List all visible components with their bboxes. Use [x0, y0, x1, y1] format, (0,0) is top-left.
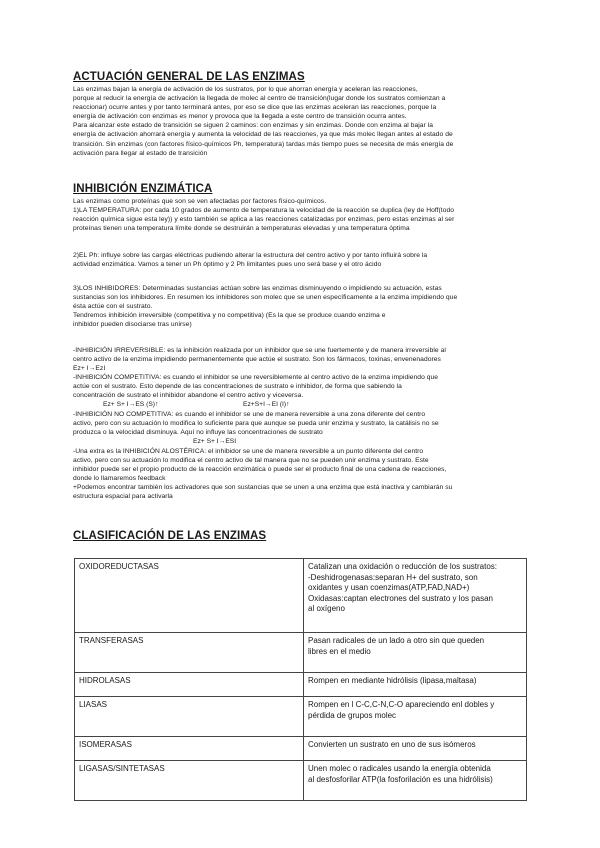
text-line: proteínas tienen una temperatura límite donde se destruirán a temperaturas elevadas y una temperatura óptima [73, 225, 410, 233]
text-line: activo, pero con su actuación lo modifica el centro activo de tal manera que no se pueden unir enzima y sustrato. Este [73, 457, 429, 465]
description-line: Convierten un sustrato en uno de sus isómeros [308, 740, 476, 749]
text-line: porque al reducir la energía de activación la llegada de molec al centro de transición(lugar donde los sustratos comienzan a [73, 95, 446, 103]
enzyme-class-name: ISOMERASAS [75, 737, 304, 761]
text-line: reacción química sigue esta ley)) y esto también se aplica a las reacciones catalizadas por enzimas, pero estas enzimas al ser [73, 216, 455, 224]
equation-competitiva-sustrato: Ez+ S+ I→ES (S)↑ [103, 401, 159, 408]
section-title-inhibicion: INHIBICIÓN ENZIMÁTICA [73, 183, 213, 195]
text-line: reaccionar) ocurre antes y por tanto terminará antes, por eso se dice que las enzimas aceleran las reacciones, porque la [73, 104, 437, 112]
description-line: al desfosforilar ATP(la fosforilación es una hidrólisis) [308, 774, 493, 784]
table-row [75, 673, 527, 697]
text-line: 2)EL Ph: influye sobre las cargas eléctricas pudiendo alterar la estructura del centro activo y por tanto influirá sobre la [73, 252, 428, 259]
description-line: oxidantes y usan coenzimas(ATP,FAD,NAD+) [308, 583, 470, 592]
description-line: Pasan radicales de un lado a otro sin que queden [308, 636, 485, 645]
equation-competitiva-inhibidor: Ez+S+I→EI (I)↑ [243, 401, 290, 408]
text-line: 3)LOS INHIBIDORES: Determinadas sustancias actúan sobre las enzimas disminuyendo o impidiendo su actuación, estas [73, 285, 442, 292]
text-line: concentración de sustrato el inhibidor abandone el centro activo y viceversa. [73, 392, 304, 400]
text-line: transición. Sin enzimas (con factores físico-químicos Ph, temperatura) tardas más tiempo pues se necesita de más energía de [73, 140, 454, 148]
text-line: energía de activación ahorrará energía y aumenta la velocidad de las reacciones, ya que más molec llegan antes al estado de [73, 131, 453, 139]
table-row [75, 737, 527, 761]
text-line: activo, pero con su actuación lo modifica lo suficiente para que aunque se pueda unir enzima y sustrato, la catálisis no se [73, 420, 439, 428]
description-line: Unen molec o radicales usando la energía obtenida [308, 764, 491, 773]
text-line: sustancias son los inhibidores. En resumen los inhibidores son molec que se unen específicamente a la enzima impidiendo que [73, 294, 458, 302]
text-line: centro activo de la enzima impidiendo permanentemente que actúe el sustrato. Son los fármacos, toxinas, envenenadores [73, 356, 441, 364]
text-line: -INHIBICIÓN IRREVERSIBLE: es la inhibición realizada por un inhibidor que se une fuertemente y de manera irreversible al [73, 347, 446, 354]
table-row [75, 761, 527, 801]
description-line: Rompen en l C-C,C-N,C-O apareciendo enl dobles y [308, 700, 495, 709]
text-line: actúe con el sustrato. Esto depende de las concentraciones de sustrato e inhibidor, de forma que sabiendo la [73, 383, 402, 391]
text-line: ésta actúe con el sustrato. [73, 303, 153, 311]
description-line: Rompen en mediante hidrólisis (lipasa,maltasa) [308, 676, 477, 685]
enzyme-class-description [304, 761, 527, 801]
description-line: al oxígeno [308, 604, 345, 613]
text-line: Las enzimas como proteínas que son se ven afectadas por factores físico-químicos. [73, 198, 327, 205]
paragraph-alosterica [73, 447, 535, 502]
enzyme-class-name: LIASAS [75, 697, 304, 737]
text-line: Para alcanzar este estado de transición se siguen 2 caminos: con enzimas y sin enzimas. Donde con enzima al bajar la [73, 122, 434, 130]
text-line: energía de activación con enzimas es menor y provoca que la llegada a este centro de transición ocurra antes. [73, 113, 407, 121]
paragraph-ph [73, 251, 535, 269]
text-line: -INHIBICIÓN COMPETITIVA: es cuando el inhibidor se une reversiblemente al centro activo de la enzima impidiendo que [73, 374, 439, 382]
paragraph-inhibidores [73, 284, 535, 329]
enzyme-class-name: HIDROLASAS [75, 673, 304, 697]
text-line: -Una extra es la INHIBICIÓN ALOSTÉRICA: el inhibidor se une de manera reversible a un punto diferente del centro [73, 448, 424, 455]
text-line: activación para llegar al estado de transición [73, 149, 208, 157]
table-row [75, 697, 527, 737]
paragraph-factores [73, 197, 535, 233]
description-line: pérdida de grupos molec [308, 710, 397, 720]
text-line: donde lo llamaremos feedback [73, 475, 166, 483]
enzyme-class-description [304, 633, 527, 673]
table-row [75, 559, 527, 633]
enzyme-class-name: LIGASAS/SINTETASAS [75, 761, 304, 801]
text-line: inhibidor puede ser el propio producto de la reacción enzimática o puede ser el producto final de una cadena de reacciones, [73, 466, 447, 474]
enzyme-class-description [304, 559, 527, 633]
enzyme-classification-table [74, 558, 527, 801]
paragraph-irreversible-competitiva [73, 346, 535, 401]
text-line: 1)LA TEMPERATURA: por cada 10 grados de aumento de temperatura la velocidad de la reacción se duplica (ley de Hoff(todo [73, 207, 455, 215]
section-title-actuacion: ACTUACIÓN GENERAL DE LAS ENZIMAS [73, 71, 305, 83]
enzyme-class-name: TRANSFERASAS [75, 633, 304, 673]
text-line: +Podemos encontrar también los activadores que son sustancias que se unen a una enzima que está inactiva y cambiarán su [73, 484, 453, 492]
text-line: Ez+ I→EzI [73, 365, 106, 373]
enzyme-class-name: OXIDOREDUCTASAS [75, 559, 304, 633]
equation-no-competitiva: Ez+ S+ I→ESI [193, 438, 237, 445]
enzyme-class-description [304, 737, 527, 761]
description-line: Oxidasas:captan electrones del sustrato y los pasan [308, 593, 493, 603]
text-line: -INHIBICIÓN NO COMPETITIVA: es cuando el inhibidor se une de manera reversible a una zona diferente del centro [73, 411, 426, 418]
section-title-clasificacion: CLASIFICACIÓN DE LAS ENZIMAS [73, 530, 267, 542]
description-line: libres en el medio [308, 646, 371, 656]
text-line: Tendremos inhibición irreversible (competitiva y no competitiva) (Es la que se produce cuando enzima e [73, 312, 386, 320]
description-line: Catalizan una oxidación o reducción de los sustratos: [308, 562, 497, 571]
enzyme-class-description [304, 673, 527, 697]
enzyme-class-description [304, 697, 527, 737]
text-line: actividad enzimática. Vamos a tener un Ph óptimo y 2 Ph limitantes pues uno será base y el otro ácido [73, 261, 382, 269]
table-row [75, 633, 527, 673]
text-line: Las enzimas bajan la energía de activación de los sustratos, por lo que ahorran energía y aceleran las reacciones, [73, 86, 418, 93]
description-line: -Deshidrogenasas:separan H+ del sustrato, son [308, 572, 478, 582]
paragraph-no-competitiva [73, 410, 535, 437]
paragraph-actuacion [73, 85, 535, 158]
text-line: produzca o la velocidad disminuya. Aquí no influye las concentraciones de sustrato [73, 429, 323, 437]
text-line: inhibidor pueden disociarse tras unirse) [73, 321, 192, 329]
text-line: estructura espacial para activarla [73, 493, 173, 501]
